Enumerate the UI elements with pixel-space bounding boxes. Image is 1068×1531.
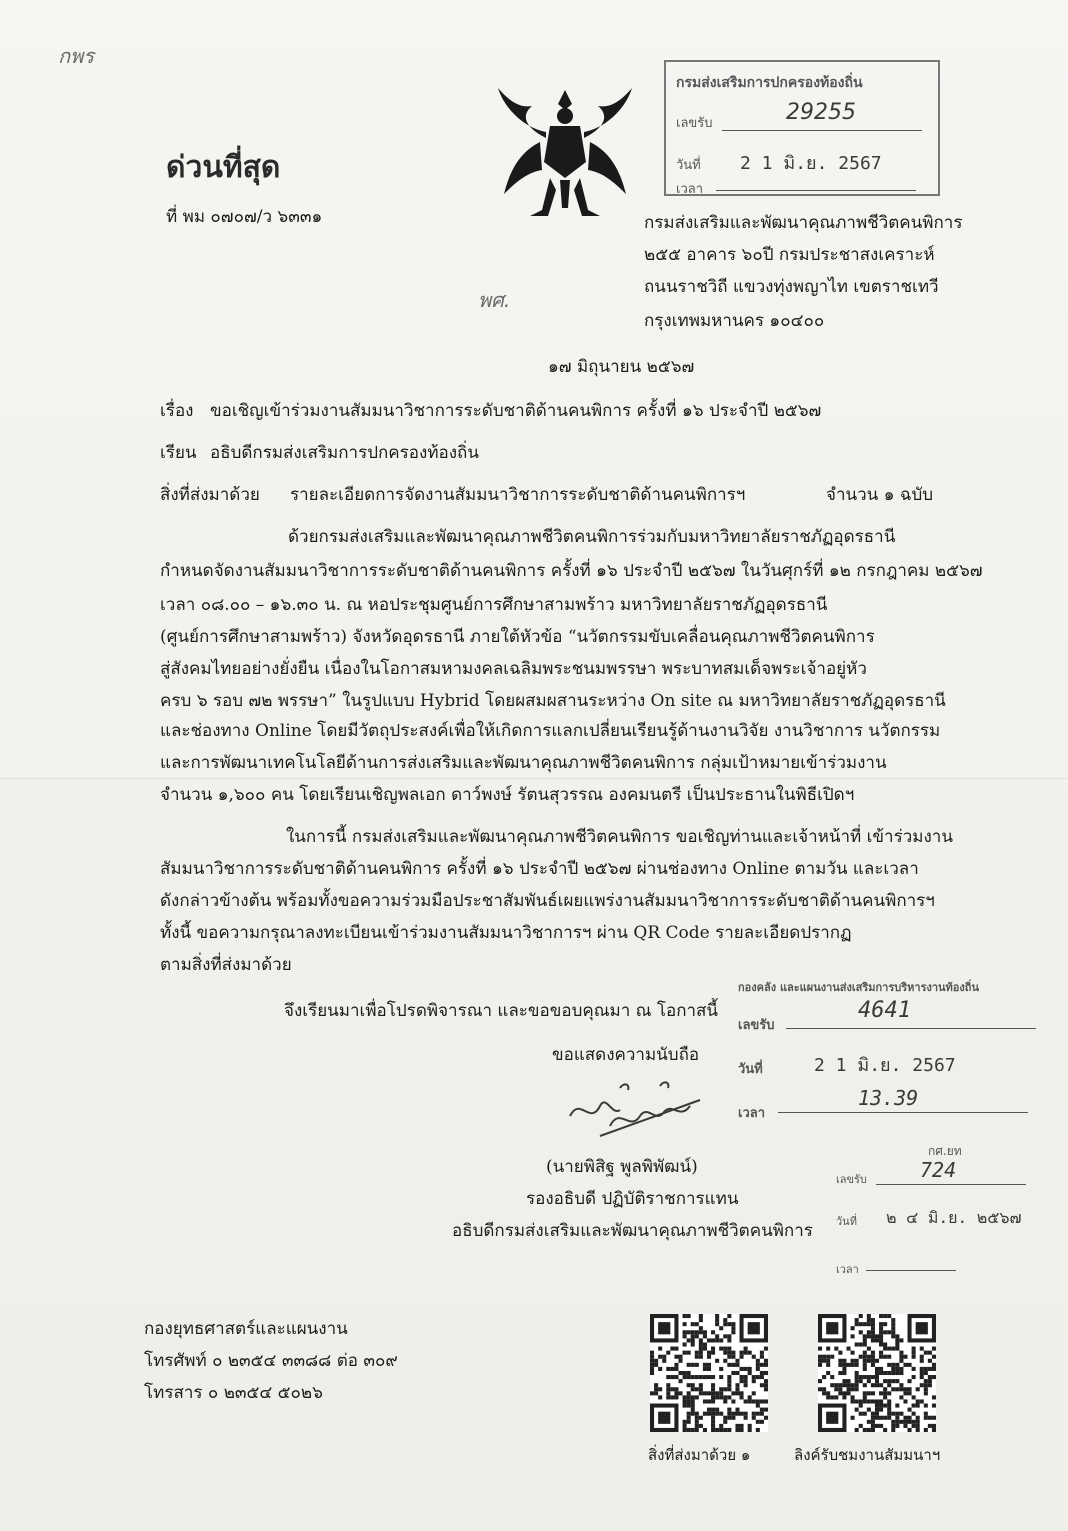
stamp-no-value: 4641 [858, 998, 911, 1023]
to-label: เรียน [160, 443, 197, 463]
receive-stamp-mid [738, 976, 1038, 1136]
garuda-emblem [490, 82, 640, 232]
stamp-time-label: เวลา [676, 182, 704, 197]
para1-line: กำหนดจัดงานสัมมนาวิชาการระดับชาติด้านคนพิการ ครั้งที่ ๑๖ ประจำปี ๒๕๖๗ ในวันศุกร์ที่ ๑๒ กรกฎาคม ๒๕๖๗ [160, 561, 983, 581]
stamp-no-label: เลขรับ [836, 1173, 867, 1186]
address-line-2: ๒๕๕ อาคาร ๖๐ปี กรมประชาสงเคราะห์ [644, 245, 935, 265]
para2-line: สัมมนาวิชาการระดับชาติด้านคนพิการ ครั้งที่ ๑๖ ประจำปี ๒๕๖๗ ผ่านช่องทาง Online ตามวัน และเวลา [160, 859, 919, 879]
stamp-no-value: 724 [920, 1158, 957, 1182]
para1-line: (ศูนย์การศึกษาสามพร้าว) จังหวัดอุดรธานี ภายใต้หัวข้อ “นวัตกรรมขับเคลื่อนคุณภาพชีวิตคนพิการ [160, 627, 875, 647]
address-line-3: ถนนราชวิถี แขวงทุ่งพญาไท เขตราชเทวี [644, 277, 939, 297]
enclosure-count: จำนวน ๑ ฉบับ [826, 485, 934, 505]
qr-caption-enclosure: สิ่งที่ส่งมาด้วย ๑ [648, 1446, 751, 1464]
to-text: อธิบดีกรมส่งเสริมการปกครองท้องถิ่น [210, 443, 479, 463]
stamp-date-value: 2 1 มิ.ย. 2567 [814, 1055, 956, 1076]
para1-line: และช่องทาง Online โดยมีวัตถุประสงค์เพื่อให้เกิดการแลกเปลี่ยนเรียนรู้ด้านงานวิจัย งานวิชาการ นวัตกรรม [160, 721, 941, 741]
handwritten-note: พศ. [478, 288, 511, 312]
address-line-1: กรมส่งเสริมและพัฒนาคุณภาพชีวิตคนพิการ [644, 213, 963, 233]
enclosure-text: รายละเอียดการจัดงานสัมมนาวิชาการระดับชาติด้านคนพิการฯ [290, 485, 746, 505]
stamp-time-value: 13.39 [858, 1086, 919, 1110]
fold-line [0, 778, 1068, 779]
stamp-no-value: 29255 [786, 100, 856, 125]
para1-line: สู่สังคมไทยอย่างยั่งยืน เนื่องในโอกาสมหามงคลเฉลิมพระชนมพรรษา พระบาทสมเด็จพระเจ้าอยู่หัว [160, 659, 867, 679]
stamp-org: กศ.ยท [928, 1144, 962, 1158]
signer-title-2: อธิบดีกรมส่งเสริมและพัฒนาคุณภาพชีวิตคนพิการ [452, 1221, 813, 1241]
para1-line: ครบ ๖ รอบ ๗๒ พรรษา” ในรูปแบบ Hybrid โดยผสมผสานระหว่าง On site ณ มหาวิทยาลัยราชภัฏอุดรธานี [160, 691, 946, 711]
qr-code-icon [818, 1314, 936, 1432]
para2-line: ทั้งนี้ ขอความกรุณาลงทะเบียนเข้าร่วมงานสัมมนาวิชาการฯ ผ่าน QR Code รายละเอียดปรากฏ [160, 923, 852, 943]
stamp-no-label: เลขรับ [676, 116, 713, 131]
qr-code-icon [650, 1314, 768, 1432]
qr-caption-live-link: ลิงค์รับชมงานสัมมนาฯ [794, 1446, 941, 1464]
margin-note: กพร [58, 44, 95, 68]
signer-name: (นายพิสิฐ พูลพิพัฒน์) [546, 1157, 698, 1177]
receive-stamp-top [664, 60, 940, 196]
doc-number: ที่ พม ๐๗๐๗/ว ๖๓๓๑ [166, 207, 323, 227]
qr-code-live-link[interactable] [818, 1314, 936, 1432]
para1-line: เวลา ๐๘.๐๐ – ๑๖.๓๐ น. ณ หอประชุมศูนย์การศึกษาสามพร้าว มหาวิทยาลัยราชภัฏอุดรธานี [160, 595, 828, 615]
para1-line: ด้วยกรมส่งเสริมและพัฒนาคุณภาพชีวิตคนพิการร่วมกับมหาวิทยาลัยราชภัฏอุดรธานี [288, 527, 896, 547]
stamp-date-value: ๒ ๔ มิ.ย. ๒๕๖๗ [886, 1208, 1022, 1227]
stamp-no-label: เลขรับ [738, 1018, 775, 1033]
urgency-label: ด่วนที่สุด [166, 150, 281, 185]
signature [560, 1076, 720, 1146]
para2-line: ในการนี้ กรมส่งเสริมและพัฒนาคุณภาพชีวิตคนพิการ ขอเชิญท่านและเจ้าหน้าที่ เข้าร่วมงาน [286, 827, 953, 847]
regards-text: ขอแสดงความนับถือ [552, 1045, 700, 1065]
enclosure-label: สิ่งที่ส่งมาด้วย [160, 485, 260, 505]
para1-line: จำนวน ๑,๖๐๐ คน โดยเรียนเชิญพลเอก ดาว์พงษ์ รัตนสุวรรณ องคมนตรี เป็นประธานในพิธีเปิดฯ [160, 785, 855, 805]
para2-line: ตามสิ่งที่ส่งมาด้วย [160, 955, 292, 975]
receive-stamp-low [836, 1142, 1036, 1276]
stamp-date-label: วันที่ [836, 1215, 857, 1228]
subject-label: เรื่อง [160, 401, 194, 421]
stamp-date-label: วันที่ [738, 1062, 763, 1077]
stamp-date-label: วันที่ [676, 158, 701, 173]
stamp-time-label: เวลา [836, 1263, 859, 1276]
signer-title-1: รองอธิบดี ปฏิบัติราชการแทน [526, 1189, 739, 1209]
stamp-org: กองคลัง และแผนงานส่งเสริมการบริหารงานท้องถิ่น [738, 981, 979, 994]
footer-division: กองยุทธศาสตร์และแผนงาน [144, 1319, 348, 1339]
para2-line: ดังกล่าวข้างต้น พร้อมทั้งขอความร่วมมือประชาสัมพันธ์เผยแพร่งานสัมมนาวิชาการระดับชาติด้านคนพิการฯ [160, 891, 935, 911]
footer-phone: โทรศัพท์ ๐ ๒๓๕๔ ๓๓๘๘ ต่อ ๓๐๙ [144, 1351, 398, 1371]
footer-fax: โทรสาร ๐ ๒๓๕๔ ๕๐๒๖ [144, 1383, 323, 1403]
subject-text: ขอเชิญเข้าร่วมงานสัมมนาวิชาการระดับชาติด้านคนพิการ ครั้งที่ ๑๖ ประจำปี ๒๕๖๗ [210, 401, 822, 421]
address-line-4: กรุงเทพมหานคร ๑๐๔๐๐ [644, 311, 825, 331]
closing-text: จึงเรียนมาเพื่อโปรดพิจารณา และขอขอบคุณมา ณ โอกาสนี้ [284, 1001, 719, 1021]
stamp-time-label: เวลา [738, 1106, 766, 1121]
stamp-org: กรมส่งเสริมการปกครองท้องถิ่น [676, 75, 863, 91]
para1-line: และการพัฒนาเทคโนโลยีด้านการส่งเสริมและพัฒนาคุณภาพชีวิตคนพิการ กลุ่มเป้าหมายเข้าร่วมงาน [160, 753, 887, 773]
qr-code-enclosure[interactable] [650, 1314, 768, 1432]
letter-date: ๑๗ มิถุนายน ๒๕๖๗ [548, 357, 695, 377]
stamp-date-value: 2 1 มิ.ย. 2567 [740, 153, 882, 174]
